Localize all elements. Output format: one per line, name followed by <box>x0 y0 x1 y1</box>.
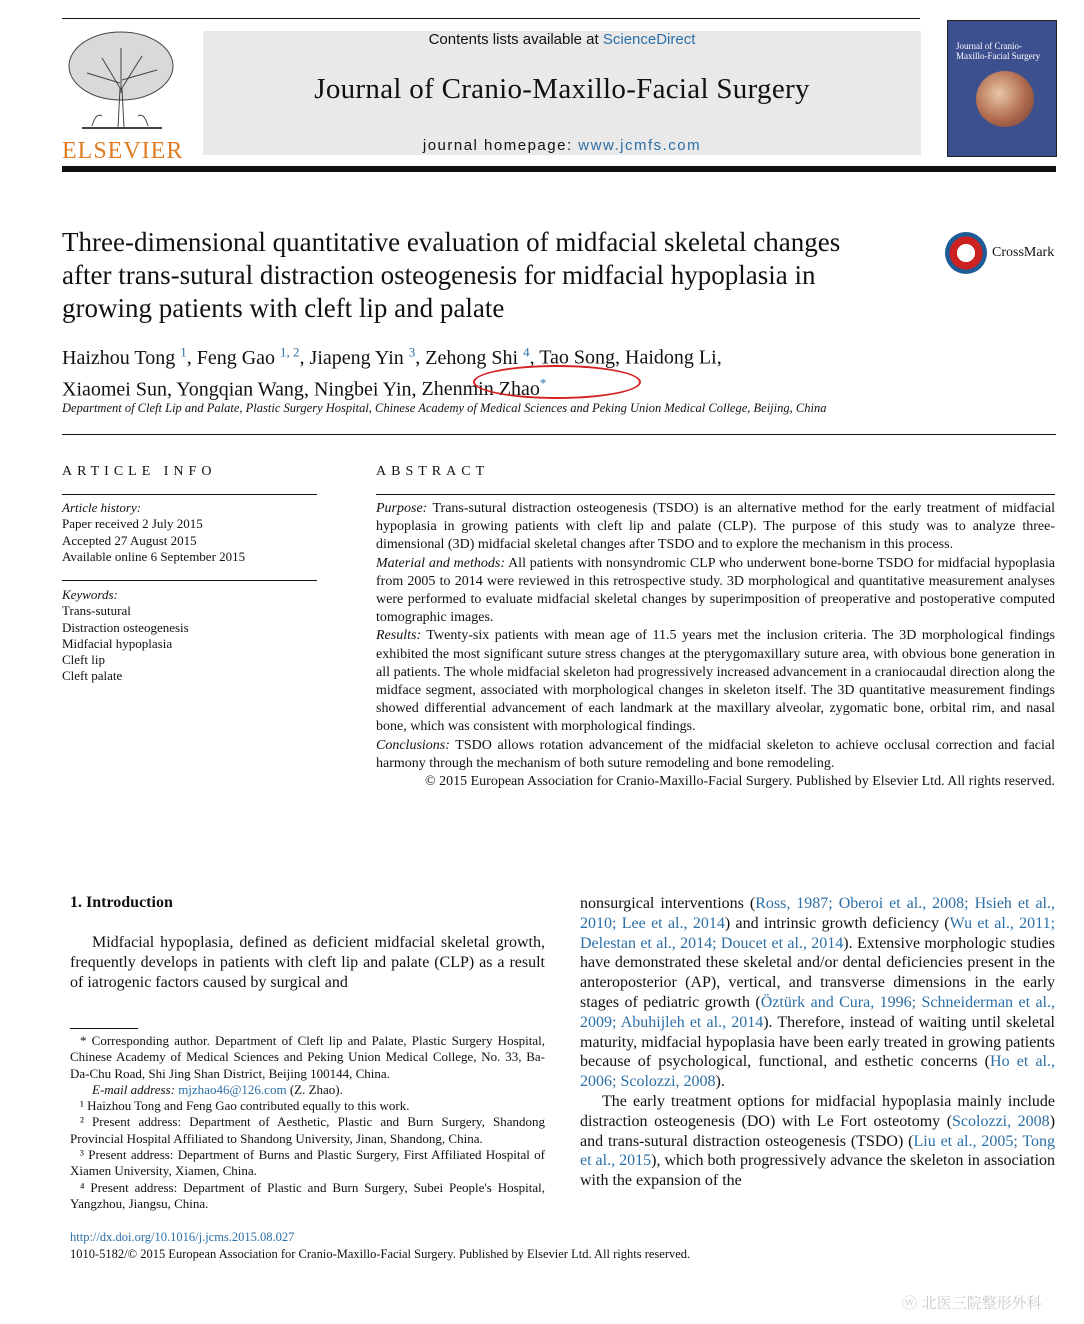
author[interactable]: Ningbei Yin <box>313 378 412 401</box>
intro-left-paragraph: Midfacial hypoplasia, defined as deficient midfacial skeletal growth, frequently develops in patients with cleft lip and palate (CLP) as a result of iatrogenic factors caused by surgical and <box>70 934 545 991</box>
body-text: The early treatment options for midfacial hypoplasia mainly include distraction osteogenesis (DO) with Le Fort osteotomy ( <box>580 1092 1055 1130</box>
header-top-rule <box>62 18 920 19</box>
header-bottom-rule <box>62 166 1056 172</box>
intro-paragraph <box>580 1092 1055 1191</box>
keyword: Distraction osteogenesis <box>62 619 189 635</box>
abstract-heading: ABSTRACT <box>376 464 490 479</box>
author[interactable]: Haidong Li <box>625 346 717 369</box>
body-text: ), which both progressively advance the skeleton in association with the expansion of the <box>580 1152 1056 1190</box>
issn-copyright: 1010-5182/© 2015 European Association for Cranio-Maxillo-Facial Surgery. Published by Elsevier Ltd. All rights reserved. <box>70 1247 691 1261</box>
author[interactable]: Feng Gao $^{1, 2}$ <box>196 344 300 369</box>
abstract-copyright: © 2015 European Association for Cranio-Maxillo-Facial Surgery. Published by Elsevier Ltd. All rights reserved. <box>424 774 1055 790</box>
footnote-email: E-mail address: mjzhao46@126.com (Z. Zhao). <box>92 1081 343 1097</box>
article-info-rule <box>62 494 317 495</box>
author[interactable]: Xiaomei Sun <box>62 378 167 401</box>
elsevier-wordmark: ELSEVIER <box>62 138 184 164</box>
intro-paragraph <box>580 894 1055 1092</box>
author-corresponding[interactable]: Zhenmin Zhao* <box>421 375 547 401</box>
citation-link[interactable]: Scolozzi, 2008 <box>952 1112 1050 1130</box>
crossmark-label[interactable]: CrossMark <box>992 245 1055 260</box>
contents-line: Contents lists available at ScienceDirect <box>428 31 696 48</box>
watermark: ⓦ 北医三院整形外科 <box>902 1294 1042 1312</box>
journal-header-box <box>203 31 921 155</box>
author[interactable]: Haizhou Tong $^1$ <box>62 344 187 369</box>
keywords-rule <box>62 580 317 581</box>
author[interactable]: Jiapeng Yin $^3$ <box>309 344 416 369</box>
email-link[interactable]: mjzhao46@126.com <box>178 1081 287 1097</box>
keyword: Cleft palate <box>62 668 123 684</box>
author[interactable]: Zehong Shi $^4$ <box>425 344 530 369</box>
article-info-heading: ARTICLE INFO <box>62 464 217 479</box>
cover-title: Journal of Cranio-Maxillo-Facial Surgery <box>956 41 1041 61</box>
section-heading-introduction: 1. Introduction <box>70 894 173 911</box>
author[interactable]: Yongqian Wang <box>176 378 304 401</box>
title-divider <box>62 434 1056 435</box>
abstract-rule <box>376 494 1055 495</box>
keyword: Cleft lip <box>62 652 105 668</box>
abstract-results: Results: Twenty-six patients with mean age of 11.5 years met the inclusion criteria. The 3D morphological findings exhibited the most significant suture stress changes at the pterygomaxillary suture area, with obvious bone generation in all patients. The whole midfacial skeleton had progressively increased advancement in a craniocaudal direction along the midface segment, associated with morphological changes in skeleton itself. The 3D quantitative measurement findings showed differential advancement of each landmark at the maxillary alveolar, zygomatic bone, orbital rim, and nasal bone, which was consistent with morphological findings. <box>376 628 1055 735</box>
keyword: Trans-sutural <box>62 603 131 619</box>
homepage-link[interactable]: www.jcmfs.com <box>578 137 702 154</box>
abstract-conclusions: Conclusions: TSDO allows rotation advancement of the midfacial skeleton to achieve occlusal correction and facial harmony through the mechanism of both suture remodeling and bone remodeling. <box>376 737 1055 771</box>
keywords: Keywords: Trans-sutural Distraction osteogenesis Midfacial hypoplasia Cleft lip Cleft palate <box>62 587 189 684</box>
abstract-methods: Material and methods: All patients with nonsyndromic CLP who underwent bone-borne TSDO for midfacial hypoplasia from 2005 to 2014 were reviewed in this retrospective study. 3D morphological and quantitative measurement analyses were performed to evaluate midfacial skeletal changes by superimposition of preoperative and postoperative computed tomographic images. <box>376 555 1055 626</box>
journal-homepage: journal homepage: www.jcmfs.com <box>422 137 702 154</box>
affiliation: Department of Cleft Lip and Palate, Plastic Surgery Hospital, Chinese Academy of Medical Sciences and Peking Union Medical College, Beijing, China <box>62 401 827 415</box>
article-history: Article history: Paper received 2 July 2015 Accepted 27 August 2015 Available online 6 September 2015 <box>62 500 246 564</box>
intro-right-column <box>580 894 1055 1191</box>
body-text: ). <box>715 1073 725 1091</box>
citation-link[interactable]: Ross, 1987; Oberoi et al., 2008; Hsieh et al., 2010; Lee et al., 2014 <box>580 895 1055 932</box>
body-text: ) and intrinsic growth deficiency ( <box>724 914 950 932</box>
article-title: Three-dimensional quantitative evaluation of midfacial skeletal changes after trans-sutural distraction osteogenesis for midfacial hypoplasia in growing patients with cleft lip and palate <box>62 227 841 323</box>
footnote: ³ Present address: Department of Burns and Plastic Surgery, First Affiliated Hospital of Xiamen University, Xiamen, China. <box>70 1147 545 1179</box>
footnote: ¹ Haizhou Tong and Feng Gao contributed equally to this work. <box>80 1098 410 1114</box>
citation-link[interactable]: Ho et al., 2006; Scolozzi, 2008 <box>580 1053 1055 1091</box>
abstract-body <box>376 500 1055 791</box>
body-text: ). Extensive morphologic studies have demonstrated these skeletal and/or dental deficiencies present in the anteroposterior (AP), vertical, and transverse dimensions in the early stages of pediatric growth ( <box>580 934 1055 1011</box>
journal-title: Journal of Cranio-Maxillo-Facial Surgery <box>314 73 810 105</box>
footnote: ⁴ Present address: Department of Plastic and Burn Surgery, Subei People's Hospital, Yangzhou, Jiangsu, China. <box>70 1179 545 1211</box>
body-text: ) and trans-sutural distraction osteogenesis (TSDO) ( <box>580 1112 1056 1150</box>
author[interactable]: Tao Song <box>539 346 616 369</box>
footnotes <box>70 1033 545 1212</box>
citation-link[interactable]: Öztürk and Cura, 1996; Schneiderman et al., 2009; Abuhijleh et al., 2014 <box>580 993 1055 1031</box>
body-text: nonsurgical interventions ( <box>580 895 756 912</box>
cover-skull-illustration <box>976 71 1034 127</box>
citation-link[interactable]: Liu et al., 2005; Tong et al., 2015 <box>580 1132 1056 1170</box>
footnote-corresponding: * Corresponding author. Department of Cleft lip and Palate, Plastic Surgery Hospital, Chinese Academy of Medical Sciences and Peking Union Medical College, No. 33, Ba-Da-Chu Road, Shi Jing Shan District, Beijing 100144, China. <box>70 1033 545 1081</box>
journal-cover-image <box>947 20 1057 157</box>
doi-link[interactable]: http://dx.doi.org/10.1016/j.jcms.2015.08.027 <box>70 1230 295 1244</box>
body-text: ). Therefore, instead of waiting until skeletal maturity, midfacial hypoplasia have been early treated in growing patients because of psychological, functional, and esthetic concerns ( <box>580 1013 1055 1071</box>
keyword: Midfacial hypoplasia <box>62 635 173 651</box>
citation-link[interactable]: Wu et al., 2011; Delestan et al., 2014; Doucet et al., 2014 <box>580 914 1056 952</box>
footnote: ² Present address: Department of Aesthetic, Plastic and Burn Surgery, Shandong Provincial Hospital Affiliated to Shandong University, Jinan, Shandong, China. <box>70 1114 545 1146</box>
crossmark-icon[interactable] <box>945 232 987 274</box>
red-circle-annotation <box>473 365 641 399</box>
author-list: Haizhou Tong $^1$, Feng Gao $^{1, 2}$, Jiapeng Yin $^3$, Zehong Shi $^4$, Tao Song, Haidong Li, Xiaomei Sun, Yongqian Wang, Ningbei Yin, Zhenmin Zhao* <box>62 344 722 401</box>
abstract-purpose: Purpose: Trans-sutural distraction osteogenesis (TSDO) is an alternative method for the early treatment of midfacial hypoplasia in growing patients with cleft lip and palate (CLP). The purpose of this study was to analyze three-dimensional (3D) midfacial skeletal changes after TSDO and to explore the mechanism in this process. <box>376 501 1055 553</box>
footnote-rule <box>70 1028 138 1029</box>
elsevier-tree-logo <box>62 28 180 136</box>
sciencedirect-link[interactable]: ScienceDirect <box>602 31 696 48</box>
